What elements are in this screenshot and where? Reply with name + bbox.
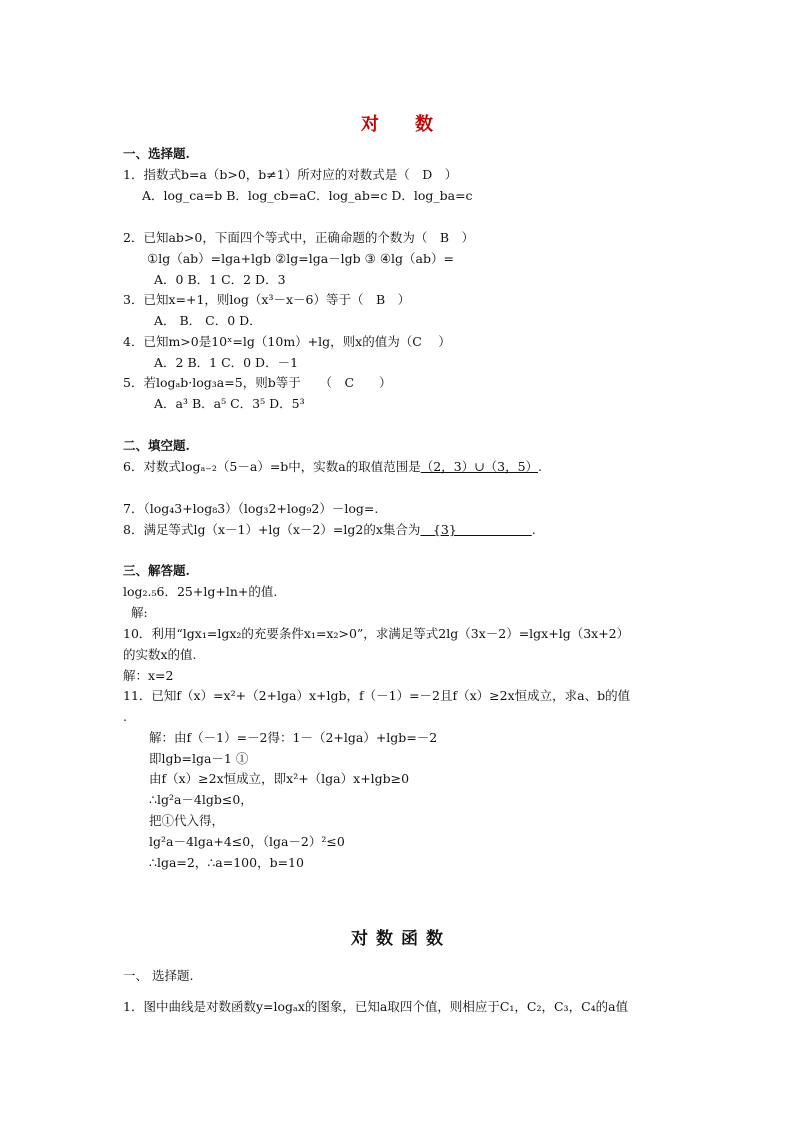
title-char: 函 [401, 929, 418, 949]
question-3-options: A． B． C．0 D． [154, 313, 262, 328]
section-heading-solve: 三、解答题. [123, 563, 190, 578]
question-11-line2: . [123, 709, 127, 724]
question-10-line2: 的实数x的值. [123, 647, 197, 662]
question-2: 2．已知ab>0，下面四个等式中，正确命题的个数为（ B ） [123, 230, 475, 245]
question-2-statements: ①lg（ab）=lga+lgb ②lg=lga－lgb ③ ④lg（ab）= [147, 251, 454, 266]
question-3: 3．已知x=+1，则log（x³－x－6）等于（ B ） [123, 292, 411, 307]
question-1-options: A．log_ca=b B．log_cb=aC．log_ab=c D．log_ba=c [142, 188, 473, 203]
title-char: 对 [361, 114, 379, 135]
question-9-solution: 解: [131, 605, 148, 620]
question-8 [123, 522, 536, 538]
title-log-function [0, 924, 794, 949]
question-1: 1．指数式b=a（b>0，b≠1）所对应的对数式是（ D ） [123, 167, 458, 182]
question-6-end: . [538, 459, 543, 474]
question-10-solution: 解：x=2 [123, 668, 174, 683]
question-10-line1: 10．利用“lgx₁=lgx₂的充要条件x₁=x₂>0”，求满足等式2lg（3x－2）=lgx+lg（3x+2） [123, 626, 630, 641]
question-6-answer: （2，3）∪（3，5） [420, 459, 539, 474]
question-6-text: 6．对数式logₐ₋₂（5－a）=b中，实数a的取值范围是 [123, 459, 421, 474]
question-2-options: A．0 B．1 C．2 D．3 [154, 272, 286, 287]
title-logarithm [0, 110, 794, 136]
section-heading-choice: 一、选择题. [123, 146, 190, 161]
question-8-answer: {3} [420, 522, 532, 537]
question-8-end: . [531, 522, 536, 537]
question-9: log₂.₅6．25+lg+ln+的值. [123, 584, 278, 599]
solution-11-step7: ∴lga=2，∴a=100，b=10 [149, 855, 304, 870]
question-8-text: 8．满足等式lg（x－1）+lg（x－2）=lg2的x集合为 [123, 522, 421, 537]
question-6 [123, 459, 542, 475]
solution-11-step4: ∴lg²a－4lgb≤0， [149, 792, 253, 807]
section-heading-fill: 二、填空题. [123, 438, 190, 453]
solution-11-step1: 解：由f（－1）=－2得：1－（2+lga）+lgb=－2 [149, 730, 438, 745]
question-4-options: A．2 B．1 C．0 D．－1 [154, 355, 299, 370]
title-char: 数 [376, 929, 393, 949]
question-5: 5．若logₐb·log₃a=5，则b等于 （ C ） [123, 375, 392, 390]
solution-11-step3: 由f（x）≥2x恒成立，即x²+（lga）x+lgb≥0 [149, 771, 410, 786]
title-char: 对 [351, 929, 368, 949]
solution-11-step6: lg²a－4lga+4≤0，（lga－2）²≤0 [149, 834, 345, 849]
title-char: 数 [426, 929, 443, 949]
question-12: 1．图中曲线是对数函数y=logₐx的图象，已知a取四个值，则相应于C₁，C₂，C₃，C₄的a值 [123, 999, 629, 1014]
solution-11-step5: 把①代入得， [149, 813, 225, 828]
question-11-line1: 11．已知f（x）=x²+（2+lga）x+lgb，f（－1）=－2且f（x）≥2x恒成立，求a、b的值 [123, 688, 631, 703]
question-4: 4．已知m>0是10ˣ=lg（10m）+lg，则x的值为（C ） [123, 334, 451, 349]
title-char: 数 [415, 114, 433, 135]
section-heading-choice-2: 一、 选择题. [123, 968, 194, 983]
question-5-options: A．a³ B．a⁵ C．3⁵ D．5³ [154, 396, 305, 411]
question-7: 7．（log₄3+log₈3）（log₃2+log₉2）－log=. [123, 501, 379, 516]
solution-11-step2: 即lgb=lga－1 ① [149, 751, 249, 766]
